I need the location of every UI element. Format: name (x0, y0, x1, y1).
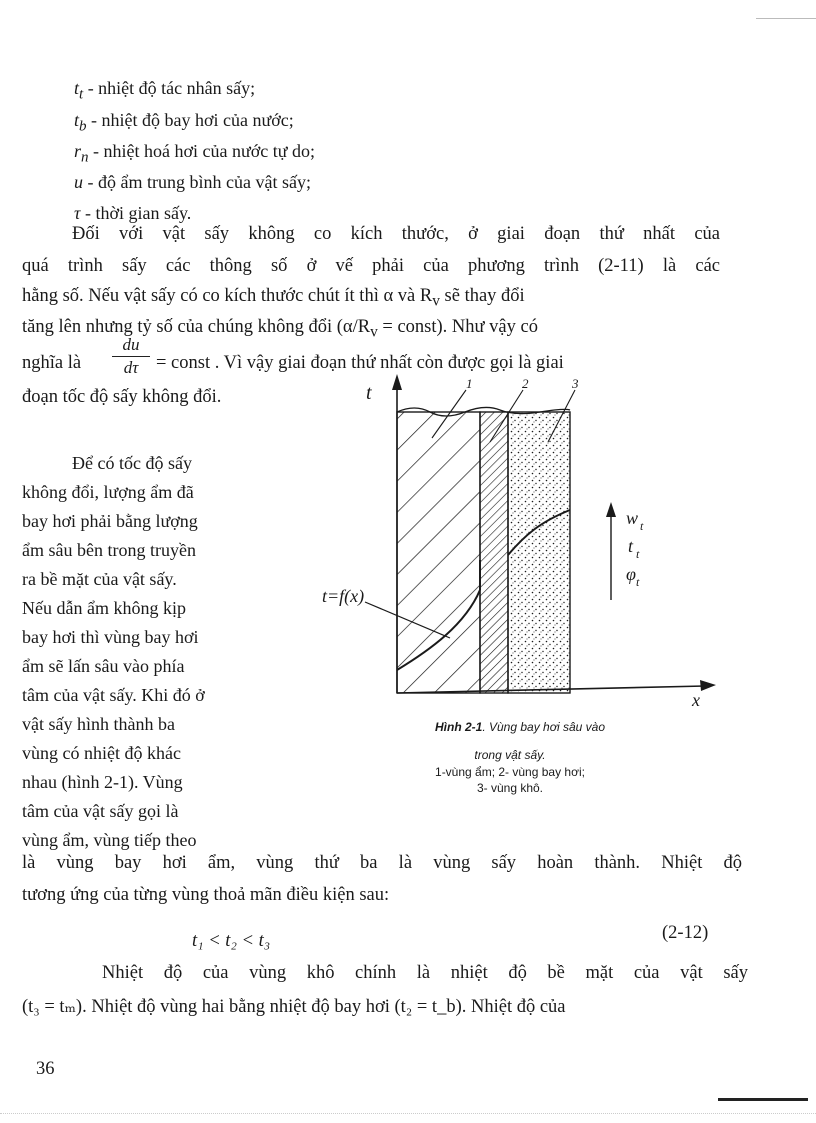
text-line: (t₃ = tₘ). Nhiệt độ vùng hai bằng nhiệt độ bay hơi (t₂ = t_b). Nhiệt độ của (22, 997, 566, 1017)
figure-caption-line: 3- vùng khô. (476, 781, 544, 795)
fraction-du-dtau (112, 335, 150, 378)
text-line: nghĩa là (22, 353, 82, 373)
side-label-t-sub: t (636, 547, 640, 561)
axis-label-x: x (692, 690, 700, 710)
zone-3-dry (508, 412, 570, 693)
footer-rule (718, 1098, 808, 1101)
text-line: Để có tốc độ sấy (72, 453, 192, 473)
text-line: ẩm sẽ lấn sâu vào phía (22, 656, 185, 676)
text-line: tâm của vật sấy. Khi đó ở (22, 685, 205, 705)
text-line: không đổi, lượng ẩm đã (22, 482, 194, 502)
text-line: hằng số. Nếu vật sấy có co kích thước chút ít thì α và $R_v$ sẽ thay đổi (22, 286, 525, 310)
side-label-w: w (626, 508, 639, 528)
fraction-bar (112, 356, 150, 357)
definition-item: u - độ ẩm trung bình của vật sấy; (74, 172, 311, 192)
side-label-phi-sub: t (636, 575, 640, 589)
text-line: tăng lên nhưng tỷ số của chúng không đổi ($\alpha/R_v$ = const). Như vậy có (22, 317, 538, 341)
text-line: Nếu dẫn ẩm không kịp (22, 598, 186, 618)
definition-item: $t_b$ - nhiệt độ bay hơi của nước; (74, 110, 294, 135)
definition-item: τ - thời gian sấy. (74, 203, 192, 223)
flow-arrow (606, 502, 616, 600)
text-line: Nhiệt độ của vùng khô chính là nhiệt độ bề mặt của vật sấy (102, 963, 748, 983)
figure-caption-line: 1-vùng ẩm; 2- vùng bay hơi; (435, 765, 585, 779)
text-line: ẩm sâu bên trong truyền (22, 540, 196, 560)
text-line: là vùng bay hơi ẩm, vùng thứ ba là vùng sấy hoàn thành. Nhiệt độ (22, 853, 742, 873)
text-line: quá trình sấy các thông số ở vế phải của phương trình (2-11) là các (22, 256, 720, 276)
text-line: = const . Vì vậy giai đoạn thứ nhất còn được gọi là giai (156, 353, 564, 373)
text-line: vật sấy hình thành ba (22, 714, 175, 734)
zone-number-3: 3 (572, 376, 579, 391)
zone-1-moist (397, 412, 480, 693)
text-line: nhau (hình 2-1). Vùng (22, 772, 183, 792)
text-line: Đối với vật sấy không co kích thước, ở giai đoạn thứ nhất của (72, 224, 720, 244)
text-line: đoạn tốc độ sấy không đổi. (22, 387, 222, 407)
scan-top-rule (756, 18, 816, 19)
side-label-phi: φ (626, 564, 636, 584)
text-line: bay hơi phải bằng lượng (22, 511, 198, 531)
figure-caption-title: Hình 2-1. Vùng bay hơi sâu vào (434, 720, 605, 734)
curve-label: t=f(x) (322, 586, 365, 606)
text-line: vùng ẩm, vùng tiếp theo (22, 830, 197, 850)
zone-number-2: 2 (522, 376, 529, 391)
fraction-numerator: du (122, 335, 140, 354)
definition-item: $t_t$ - nhiệt độ tác nhân sấy; (74, 78, 256, 103)
definition-item: $r_n$ - nhiệt hoá hơi của nước tự do; (74, 141, 316, 166)
text-line: ra bề mặt của vật sấy. (22, 569, 177, 589)
page-bottom-edge (0, 1113, 816, 1114)
axis-label-t: t (366, 382, 372, 404)
zone-2-evaporation (480, 412, 508, 693)
figure-caption-line: trong vật sấy. (474, 748, 546, 762)
equation-2-12: t₁ < t₂ < t₃ (192, 931, 271, 951)
text-line: tâm của vật sấy gọi là (22, 801, 179, 821)
text-line: bay hơi thì vùng bay hơi (22, 627, 199, 647)
fraction-denominator: dτ (123, 358, 139, 377)
side-label-w-sub: t (640, 519, 644, 533)
page-number: 36 (36, 1059, 55, 1079)
text-line: tương ứng của từng vùng thoả mãn điều kiện sau: (22, 885, 390, 905)
drying-zones-diagram (300, 360, 740, 720)
text-line: vùng có nhiệt độ khác (22, 743, 181, 763)
side-label-t: t (628, 536, 634, 556)
equation-number: (2-12) (662, 923, 709, 943)
zone-number-1: 1 (466, 376, 473, 391)
